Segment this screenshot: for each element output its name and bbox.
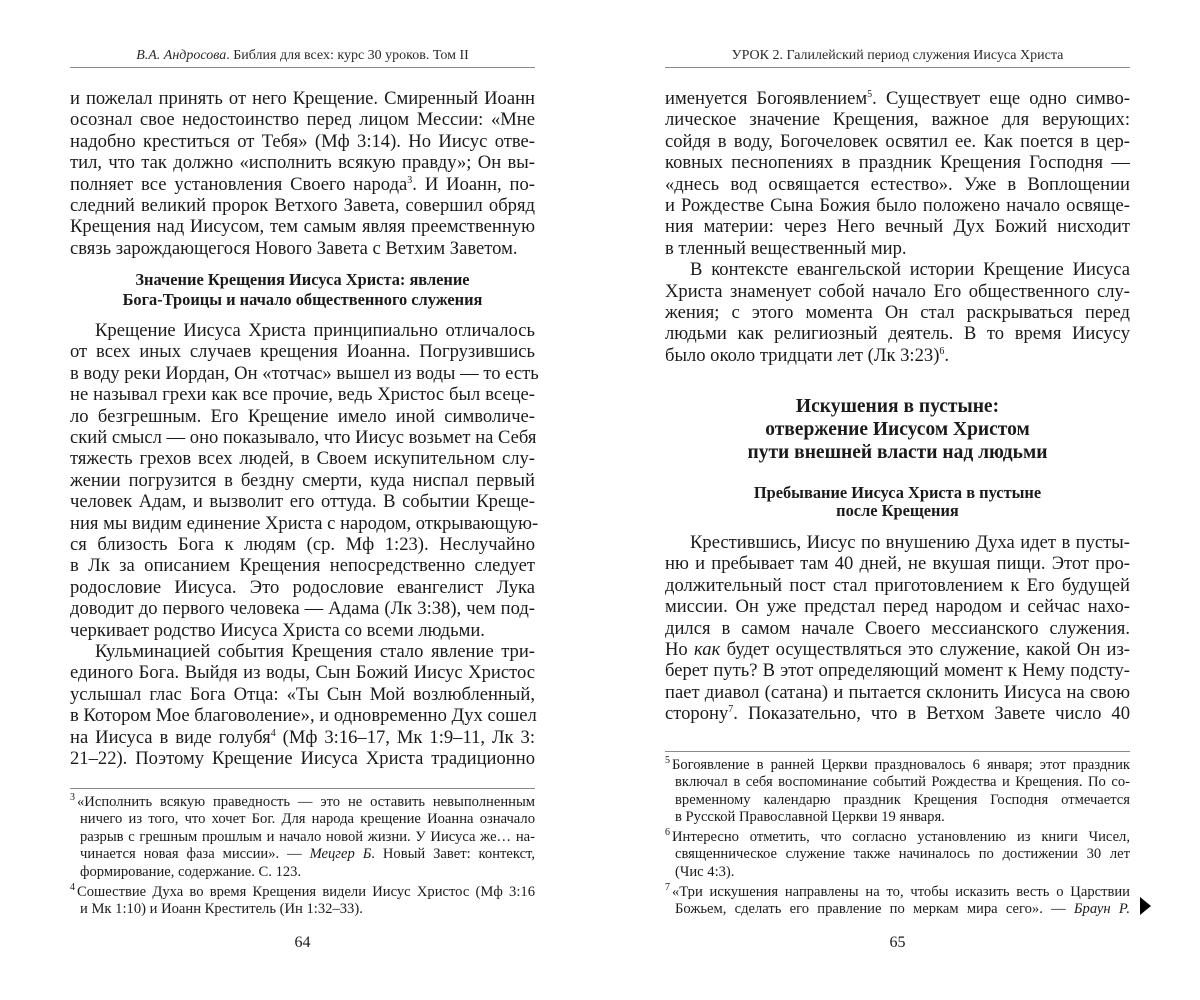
text-line: сойдя в воду, Богочеловек освятил ее. Как поется в цер- bbox=[665, 130, 1130, 152]
text-fragment: «Три искушения направлены на то, чтобы исказить весть о Царствии bbox=[672, 884, 1130, 900]
text-line: «днесь вод освящается естество». Уже в Воплощении bbox=[665, 173, 1130, 195]
footnote-line: (Чис 4:3). bbox=[675, 863, 735, 880]
text-line: Крещение Иисуса Христа принципиально отличалось bbox=[95, 320, 535, 341]
text-line: должительный пост стал приготовлением к Его будущей bbox=[665, 574, 1130, 596]
text-fragment: Интересно отметить, что согласно установлению из книги Чисел, bbox=[672, 829, 1130, 845]
text-line: Крестившись, Иисус по внушению Духа идет в пусты- bbox=[690, 532, 1130, 553]
footnote-line bbox=[665, 829, 1130, 846]
text-line: тил, что так должно «исполнить всякую правду»; Он вы- bbox=[70, 152, 535, 174]
text-line: услышал глас Бога Отца: «Ты Сын Мой возлюбленный, bbox=[70, 683, 535, 705]
text-fragment: полняет все установления Своего народа bbox=[70, 173, 408, 195]
text-fragment: на Иисуса в виде голубя bbox=[70, 726, 271, 748]
footnote-line: разрыв с грешным прошлым и начало новой жизни. У Иисуса же… на- bbox=[80, 828, 535, 845]
text-line: жении погрузится в бездну смерти, куда ниспал первый bbox=[70, 469, 535, 491]
footnote-line bbox=[70, 794, 535, 811]
text-line: в тленный вещественный мир. bbox=[665, 237, 907, 259]
text-fragment: (Мф 3:16–17, Мк 1:9–11, Лк 3: bbox=[275, 726, 535, 748]
page-number: 64 bbox=[294, 934, 311, 951]
footnote-number: 3 bbox=[70, 792, 75, 803]
text-fragment: было около тридцати лет (Лк 3:23) bbox=[665, 344, 940, 366]
footnote-line bbox=[70, 846, 535, 863]
text-line bbox=[665, 703, 1130, 724]
text-fragment: чинается новая фаза миссии». — bbox=[80, 846, 310, 863]
emphasis-text: как bbox=[694, 639, 721, 660]
section-subheading-line: после Крещения bbox=[836, 501, 959, 520]
footnote-line: временному календарю праздник Крещения Господня отмечается bbox=[675, 791, 1130, 808]
text-line: Христа знаменует собой начало Его общественного слу- bbox=[665, 280, 1130, 302]
text-line: ся близость Бога к людям (ср. Мф 1:23). Неслучайно bbox=[70, 534, 535, 555]
footnote-line: формирование, содержание. С. 123. bbox=[80, 863, 302, 880]
text-line: доводит до первого человека — Адама (Лк 3:38), чем под- bbox=[70, 598, 535, 620]
text-line: ния мы видим единение Христа с народом, открывающую- bbox=[70, 512, 539, 534]
text-fragment: . Существует еще одно симво- bbox=[872, 88, 1130, 109]
text-line: тяжесть грехов всех людей, в Своем искупительном слу- bbox=[70, 448, 535, 470]
text-line: человек Адам, и вызволит его оттуда. В событии Креще- bbox=[70, 491, 535, 513]
text-line: в Котором Мое благоволение», и одновременно Дух сошел bbox=[70, 705, 537, 727]
footnote-line: в Русской Православной Церкви 19 января. bbox=[675, 809, 945, 826]
text-fragment: будет осуществляться это служение, какой Он из- bbox=[720, 639, 1131, 660]
text-fragment: Но bbox=[665, 639, 695, 660]
text-fragment: Божьем, сделать его правление по меркам мира сего». — bbox=[675, 901, 1074, 918]
footnote-number: 6 bbox=[665, 827, 670, 838]
text-line: родословие Иисуса. Это родословие евангелист Лука bbox=[70, 576, 535, 598]
text-fragment: именуется Богоявлением bbox=[665, 88, 868, 109]
text-fragment: . Показательно, что в Ветхом Завете число 40 bbox=[733, 703, 1130, 725]
footnote-ref[interactable]: 7 bbox=[728, 704, 734, 716]
running-head-author: В.А. Андросова bbox=[136, 48, 227, 63]
footnote-line: включал в себя воспоминание событий Рождества и Крещения. По со- bbox=[675, 774, 1130, 791]
footnote-number: 4 bbox=[70, 882, 75, 893]
footnote-ref[interactable]: 3 bbox=[407, 174, 413, 186]
page-number: 65 bbox=[889, 934, 906, 951]
text-fragment: Богоявление в ранней Церкви праздновалось 6 января; этот праздник bbox=[672, 757, 1130, 773]
footnote-number: 7 bbox=[665, 882, 670, 893]
text-fragment: «Исполнить всякую праведность — это не оставить невыполненным bbox=[77, 794, 535, 810]
citation-author: Браун Р. bbox=[1073, 901, 1130, 918]
text-line: и пожелал принять от него Крещение. Смиренный Иоанн bbox=[70, 88, 535, 109]
text-line: связь зарождающегося Нового Завета с Ветхим Заветом. bbox=[70, 237, 518, 259]
footnote-rule bbox=[70, 788, 535, 789]
footnote-ref[interactable]: 5 bbox=[867, 89, 873, 100]
text-line: в воду реки Иордан, Он «тотчас» вышел из воды — то есть bbox=[70, 362, 539, 384]
text-line: Кульминацией события Крещения стало явление три- bbox=[95, 641, 535, 662]
footnote-rule bbox=[665, 751, 1130, 752]
footnote-line: священническое служение также начиналось по достижении 30 лет bbox=[675, 846, 1130, 863]
text-line: в Лк за описанием Крещения непосредственно следует bbox=[70, 555, 535, 577]
text-line: ло безгрешным. Его Крещение имело иной символиче- bbox=[70, 405, 535, 427]
text-line: черкивает родство Иисуса Христа со всеми людьми. bbox=[70, 619, 485, 641]
text-line: надобно креститься от Тебя» (Мф 3:14). Но Иисус отве- bbox=[70, 130, 535, 152]
text-fragment: Сошествие Духа во время Крещения видели Иисус Христос (Мф 3:16 bbox=[77, 884, 535, 900]
text-line: осознал свое недостоинство перед лицом Мессии: «Мне bbox=[70, 109, 535, 131]
running-head-left bbox=[70, 47, 535, 65]
text-fragment: . bbox=[944, 344, 950, 366]
text-line: единого Бога. Выйдя из воды, Сын Божий Иисус Христос bbox=[70, 662, 535, 684]
footnote-line: ничего из того, что хочет Бог. Для народа крещение Иоанна означало bbox=[80, 811, 535, 828]
text-line: от всех иных случаев крещения Иоанна. Погрузившись bbox=[70, 341, 535, 363]
section-subheading-line: Бога-Троицы и начало общественного служения bbox=[122, 290, 483, 309]
footnote-line bbox=[665, 884, 1130, 901]
text-line bbox=[70, 174, 535, 195]
running-head-right: УРОК 2. Галилейский период служения Иисуса Христа bbox=[731, 48, 1064, 63]
footnote-number: 5 bbox=[665, 755, 670, 766]
footnote-ref[interactable]: 4 bbox=[270, 727, 276, 739]
text-line: лическое значение Крещения, важное для верующих: bbox=[665, 109, 1130, 131]
section-subheading-line: Значение Крещения Иисуса Христа: явление bbox=[135, 270, 470, 289]
text-fragment: . Новый Завет: контекст, bbox=[371, 846, 535, 863]
text-line: ский смысл — оно показывало, что Иисус возьмет на Себя bbox=[70, 427, 537, 448]
text-line: В контексте евангельской истории Крещение Иисуса bbox=[690, 259, 1130, 281]
text-line bbox=[70, 727, 535, 748]
footnote-line bbox=[70, 884, 535, 901]
citation-author: Мецгер Б bbox=[309, 846, 372, 863]
text-line: жения; с этого момента Он стал раскрываться перед bbox=[665, 302, 1130, 323]
text-line: ния материи: через Него вечный Дух Божий нисходит bbox=[665, 216, 1130, 238]
chapter-heading-line: отвержение Иисусом Христом bbox=[765, 419, 1030, 440]
section-subheading-line: Пребывание Иисуса Христа в пустыне bbox=[753, 483, 1042, 502]
text-line: людьми как религиозный деятель. В то время Иисусу bbox=[665, 323, 1130, 345]
right-page bbox=[665, 0, 1130, 1000]
text-line bbox=[665, 345, 1130, 366]
text-line: следний великий пророк Ветхого Завета, совершил обряд bbox=[70, 195, 535, 216]
text-fragment: сторону bbox=[665, 703, 729, 725]
text-line: миссии. Он уже предстал перед народом и сейчас нахо- bbox=[665, 596, 1130, 618]
text-line: не называл грехи как все прочие, ведь Христос был всеце- bbox=[70, 384, 535, 406]
header-rule bbox=[70, 67, 535, 68]
header-rule bbox=[665, 67, 1130, 68]
text-line bbox=[665, 639, 1130, 660]
running-head-title: . Библия для всех: курс 30 уроков. Том II bbox=[226, 48, 469, 63]
text-line: 21–22). Поэтому Крещение Иисуса Христа традиционно bbox=[70, 748, 535, 769]
text-line: ню и пребывает там 40 дней, не вкушая пищи. Этот про- bbox=[665, 553, 1130, 575]
text-line: пает диавол (сатана) и пытается склонить Иисуса на свою bbox=[665, 681, 1130, 703]
text-line: ковных песнопениях в праздник Крещения Господня — bbox=[665, 152, 1130, 174]
text-line: и Рождестве Сына Божия было положено начало освяще- bbox=[665, 195, 1130, 216]
chapter-heading-line: Искушения в пустыне: bbox=[795, 396, 1000, 417]
footnote-line: и Мк 1:10) и Иоанн Креститель (Ин 1:32–33). bbox=[80, 901, 363, 918]
footnote-ref[interactable]: 6 bbox=[939, 345, 945, 357]
text-line: Крещения над Иисусом, тем самым являя преемственную bbox=[70, 216, 535, 238]
left-page bbox=[70, 0, 539, 1000]
text-line bbox=[665, 88, 1130, 109]
text-fragment: . И Иоанн, по- bbox=[412, 173, 535, 195]
chapter-heading-line: пути внешней власти над людьми bbox=[747, 442, 1048, 463]
text-line: дился в самом начале Своего мессианского служения. bbox=[665, 617, 1130, 639]
footnote-line bbox=[665, 757, 1130, 774]
triangle-right-icon[interactable] bbox=[1140, 897, 1151, 915]
footnote-line bbox=[665, 901, 1130, 918]
text-line: берет путь? В этот определяющий момент к Нему подсту- bbox=[665, 660, 1130, 682]
